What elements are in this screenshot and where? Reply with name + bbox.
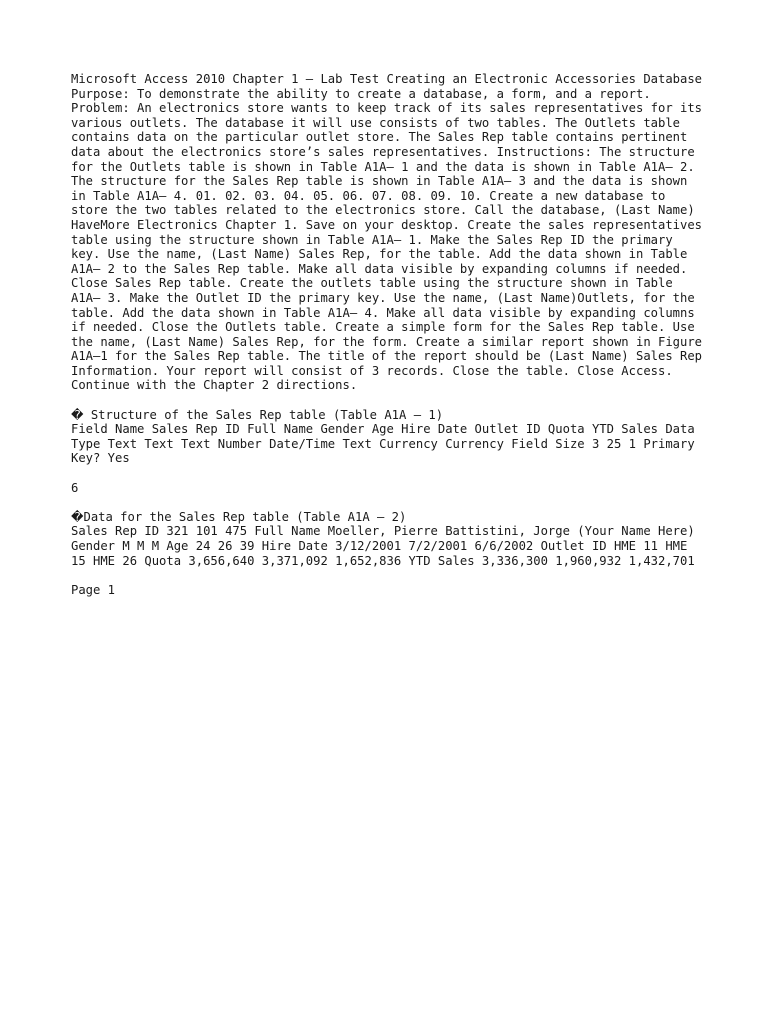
document-title: Microsoft Access 2010 Chapter 1 – Lab Test Creating an Electronic Accessories Database xyxy=(71,72,703,86)
page-footer: Page 1 xyxy=(71,582,116,597)
section-structure xyxy=(71,408,703,423)
page-marker: 6 xyxy=(71,480,79,495)
section-data-heading: Data for the Sales Rep table (Table A1A – 2) xyxy=(83,509,407,524)
bullet-glyph-icon: � xyxy=(71,509,84,524)
section-structure-body: Field Name Sales Rep ID Full Name Gender Age Hire Date Outlet ID Quota YTD Sales Data Type Text Text Text Number Date/Time Text Currency Currency Field Size 3 25 1 Primary Key? Yes xyxy=(71,422,695,466)
section-data xyxy=(71,510,703,525)
document-page xyxy=(71,72,703,597)
section-structure-heading: Structure of the Sales Rep table (Table A1A – 1) xyxy=(90,407,444,422)
spacer xyxy=(71,568,703,583)
bullet-glyph-icon: � xyxy=(71,407,84,422)
spacer xyxy=(71,466,703,481)
section-data-body: Sales Rep ID 321 101 475 Full Name Moeller, Pierre Battistini, Jorge (Your Name Here) Gender M M M Age 24 26 39 Hire Date 3/12/2001 7/2/2001 6/6/2002 Outlet ID HME 11 HME 15 HME 26 Quota 3,656,640 3,371,092 1,652,836 YTD Sales 3,336,300 1,960,932 1,432,701 xyxy=(71,524,695,568)
spacer xyxy=(71,393,703,408)
instructions-paragraph: Purpose: To demonstrate the ability to create a database, a form, and a report. Problem: An electronics store wants to keep track of its sales representatives for its various outlets. The database it will use consists of two tables. The Outlets table contains data on the particular outlet store. The Sales Rep table contains pertinent data about the electronics store’s sales representatives. Instructions: The structure for the Outlets table is shown in Table A1A– 1 and the data is shown in Table A1A– 2. The structure for the Sales Rep table is shown in Table A1A– 3 and the data is shown in Table A1A– 4. 01. 02. 03. 04. 05. 06. 07. 08. 09. 10. Create a new database to store the two tables related to the electronics store. Call the database, (Last Name) HaveMore Electronics Chapter 1. Save on your desktop. Create the sales representatives table using the structure shown in Table A1A– 1. Make the Sales Rep ID the primary key. Use the name, (Last Name) Sales Rep, for the table. Add the data shown in Table A1A– 2 to the Sales Rep table. Make all data visible by expanding columns if needed. Close Sales Rep table. Create the outlets table using the structure shown in Table A1A– 3. Make the Outlet ID the primary key. Use the name, (Last Name)Outlets, for the table. Add the data shown in Table A1A– 4. Make all data visible by expanding columns if needed. Close the Outlets table. Create a simple form for the Sales Rep table. Use the name, (Last Name) Sales Rep, for the form. Create a similar report shown in Figure A1A–1 for the Sales Rep table. The title of the report should be (Last Name) Sales Rep Information. Your report will consist of 3 records. Close the table. Close Access. Continue with the Chapter 2 directions. xyxy=(71,86,703,393)
spacer xyxy=(71,495,703,510)
